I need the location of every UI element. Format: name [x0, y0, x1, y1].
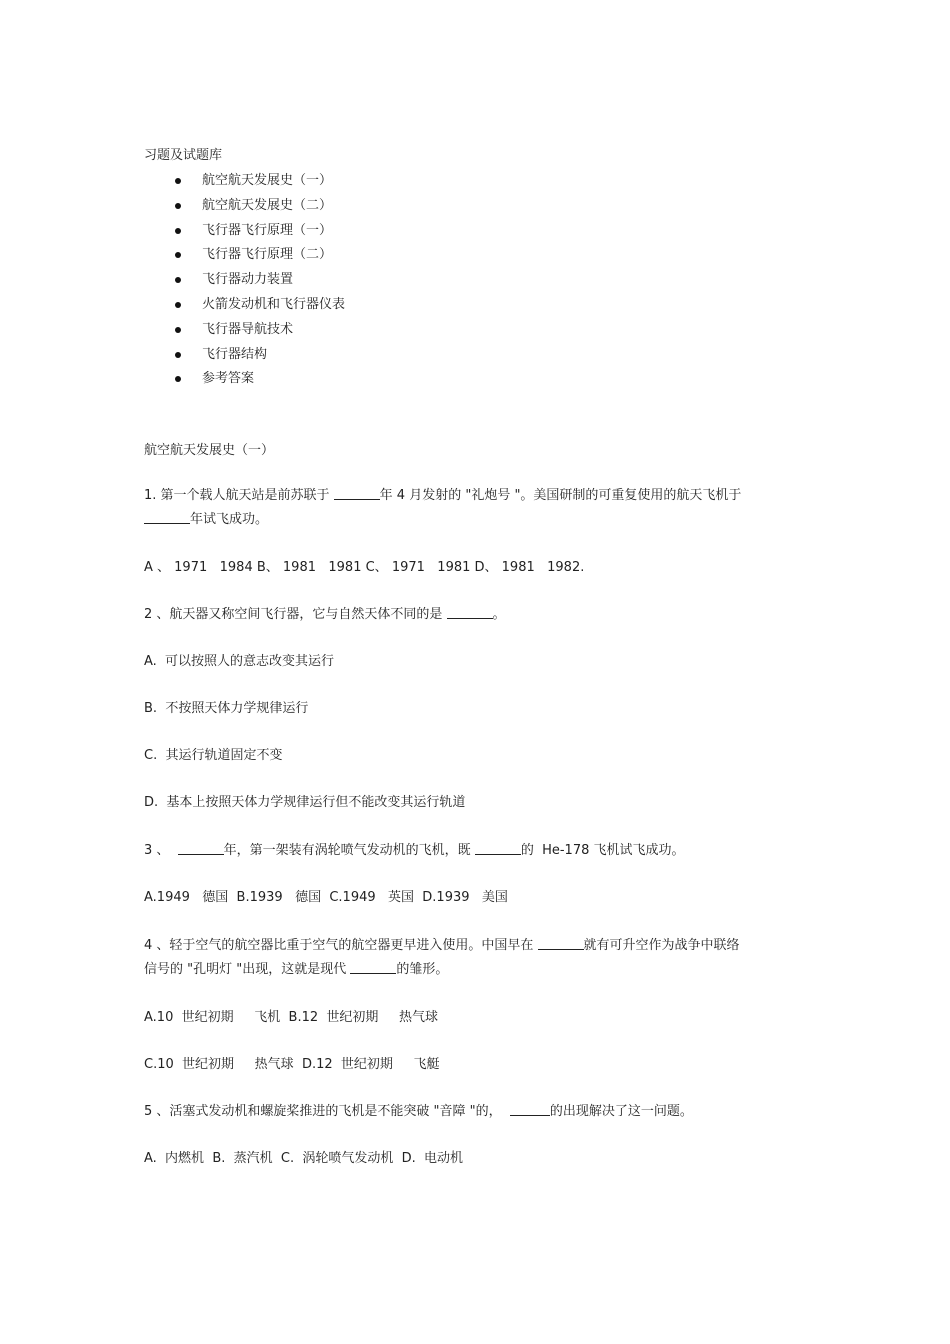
- question-1-line2: 年试飞成功。: [144, 508, 824, 532]
- bullet-icon: [175, 376, 181, 382]
- table-of-contents: [175, 172, 345, 395]
- answer-blank: [178, 840, 224, 855]
- toc-item[interactable]: 航空航天发展史（一）: [175, 172, 345, 197]
- toc-item[interactable]: 飞行器结构: [175, 346, 345, 371]
- answer-blank: [350, 959, 396, 974]
- question-4-options-1: A.10 世纪初期 飞机 B.12 世纪初期 热气球: [144, 1010, 439, 1025]
- toc-item[interactable]: 飞行器飞行原理（一）: [175, 222, 345, 247]
- answer-blank: [538, 935, 584, 950]
- bullet-icon: [175, 203, 181, 209]
- toc-item[interactable]: 航空航天发展史（二）: [175, 197, 345, 222]
- question-4-options-2: C.10 世纪初期 热气球 D.12 世纪初期 飞艇: [144, 1057, 440, 1072]
- toc-item[interactable]: 火箭发动机和飞行器仪表: [175, 296, 345, 321]
- answer-blank: [144, 509, 190, 524]
- question-5-options: A. 内燃机 B. 蒸汽机 C. 涡轮喷气发动机 D. 电动机: [144, 1151, 464, 1166]
- bullet-icon: [175, 252, 181, 258]
- bullet-icon: [175, 352, 181, 358]
- question-3: 3 、 年，第一架装有涡轮喷气发动机的飞机，既 的 He-178 飞机试飞成功。: [144, 839, 824, 863]
- bullet-icon: [175, 327, 181, 333]
- bullet-icon: [175, 178, 181, 184]
- question-1: 1. 第一个载人航天站是前苏联于 年 4 月发射的 "礼炮号 "。美国研制的可重复使用的航天飞机于: [144, 484, 824, 508]
- answer-blank: [334, 485, 380, 500]
- toc-item[interactable]: 飞行器导航技术: [175, 321, 345, 346]
- question-2-option-b: B. 不按照天体力学规律运行: [144, 701, 309, 716]
- answer-blank: [447, 604, 493, 619]
- section-title: 航空航天发展史（一）: [144, 443, 275, 458]
- bullet-icon: [175, 228, 181, 234]
- toc-item[interactable]: 参考答案: [175, 370, 345, 395]
- question-3-options: A.1949 德国 B.1939 德国 C.1949 英国 D.1939 美国: [144, 890, 508, 905]
- answer-blank: [475, 840, 521, 855]
- question-2: 2 、航天器又称空间飞行器，它与自然天体不同的是 。: [144, 603, 824, 627]
- toc-item[interactable]: 飞行器动力装置: [175, 271, 345, 296]
- toc-item[interactable]: 飞行器飞行原理（二）: [175, 246, 345, 271]
- question-2-option-c: C. 其运行轨道固定不变: [144, 748, 283, 763]
- question-4-line2: 信号的 "孔明灯 "出现，这就是现代 的雏形。: [144, 958, 824, 982]
- question-1-options: A 、 1971 1984 B、 1981 1981 C、 1971 1981 D、 1981 1982.: [144, 560, 585, 575]
- bullet-icon: [175, 302, 181, 308]
- answer-blank: [510, 1101, 550, 1116]
- question-4: 4 、轻于空气的航空器比重于空气的航空器更早进入使用。中国早在 就有可升空作为战争中联络: [144, 934, 824, 958]
- bullet-icon: [175, 277, 181, 283]
- question-2-option-d: D. 基本上按照天体力学规律运行但不能改变其运行轨道: [144, 795, 466, 810]
- document-title: 习题及试题库: [144, 148, 223, 163]
- question-5: 5 、活塞式发动机和螺旋桨推进的飞机是不能突破 "音障 "的， 的出现解决了这一问题。: [144, 1100, 824, 1124]
- question-2-option-a: A. 可以按照人的意志改变其运行: [144, 654, 335, 669]
